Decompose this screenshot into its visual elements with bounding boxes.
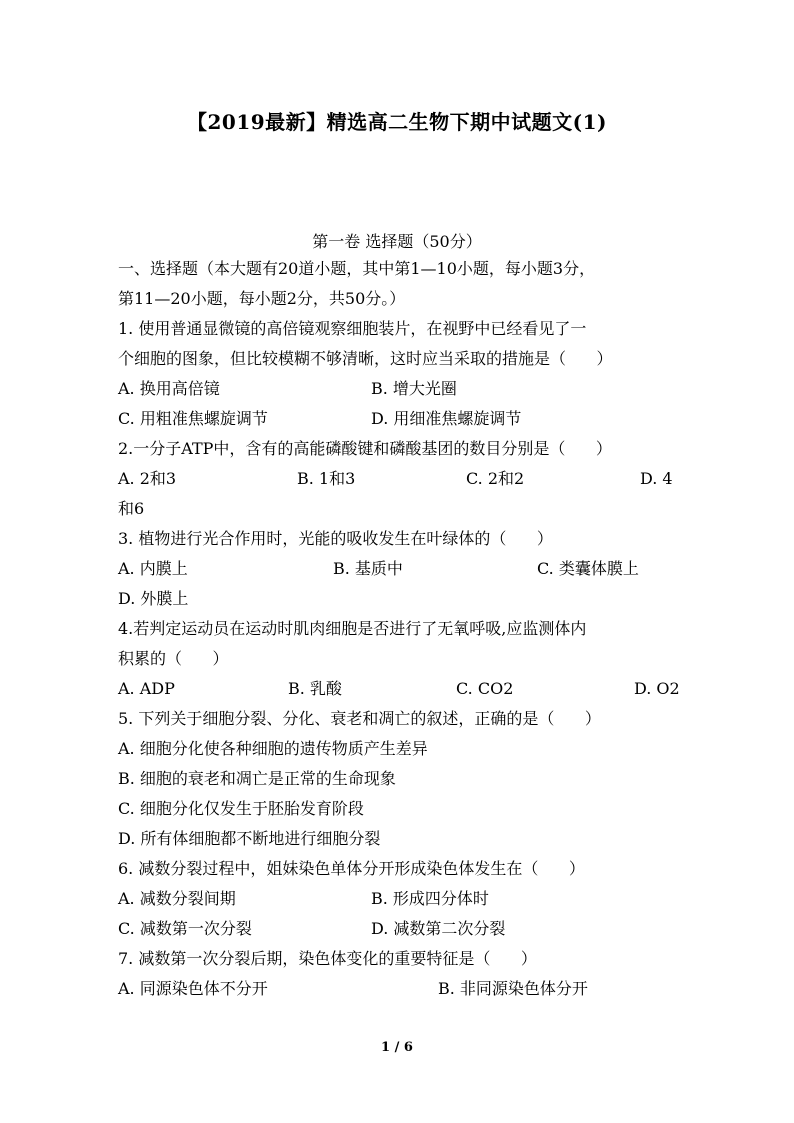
q3-option-b: B. 基质中 <box>333 559 403 578</box>
q2-option-a: A. 2和3 <box>118 469 177 488</box>
q7-option-b: B. 非同源染色体分开 <box>438 979 588 998</box>
q4-option-d: D. O2 <box>634 679 680 698</box>
document-title: 【2019最新】精选高二生物下期中试题文(1) <box>186 110 607 134</box>
part-intro-line-1: 一、选择题（本大题有20道小题，其中第1—10小题，每小题3分， <box>118 259 596 278</box>
q5-stem: 5. 下列关于细胞分裂、分化、衰老和凋亡的叙述，正确的是（ ） <box>118 709 601 728</box>
q2-option-b: B. 1和3 <box>297 469 356 488</box>
q7-stem: 7. 减数第一次分裂后期，染色体变化的重要特征是（ ） <box>118 949 537 968</box>
q3-option-c: C. 类囊体膜上 <box>537 559 639 578</box>
q5-option-a: A. 细胞分化使各种细胞的遗传物质产生差异 <box>118 739 428 758</box>
section-heading: 第一卷 选择题（50分） <box>312 232 482 251</box>
q6-option-d: D. 减数第二次分裂 <box>371 919 506 938</box>
q4-option-a: A. ADP <box>118 679 175 698</box>
q1-option-b: B. 增大光圈 <box>371 379 457 398</box>
q3-option-a: A. 内膜上 <box>118 559 188 578</box>
q1-stem-line-1: 1. 使用普通显微镜的高倍镜观察细胞装片，在视野中已经看见了一 <box>118 319 587 338</box>
q3-stem: 3. 植物进行光合作用时，光能的吸收发生在叶绿体的（ ） <box>118 529 553 548</box>
q5-option-b: B. 细胞的衰老和凋亡是正常的生命现象 <box>118 769 396 788</box>
q6-option-c: C. 减数第一次分裂 <box>118 919 252 938</box>
q6-option-a: A. 减数分裂间期 <box>118 889 236 908</box>
q2-option-d: D. 4 <box>640 469 673 488</box>
part-intro-line-2: 第11—20小题，每小题2分，共50分。） <box>118 289 406 308</box>
q4-stem-line-1: 4.若判定运动员在运动时肌肉细胞是否进行了无氧呼吸,应监测体内 <box>118 619 587 638</box>
q4-option-b: B. 乳酸 <box>288 679 342 698</box>
q4-option-c: C. CO2 <box>456 679 514 698</box>
q6-stem: 6. 减数分裂过程中，姐妹染色单体分开形成染色体发生在（ ） <box>118 859 585 878</box>
q2-option-c: C. 2和2 <box>466 469 525 488</box>
q1-option-d: D. 用细准焦螺旋调节 <box>371 409 522 428</box>
q2-option-d-continued: 和6 <box>118 499 145 518</box>
page-number: 1 / 6 <box>381 1040 413 1055</box>
q1-stem-line-2: 个细胞的图象，但比较模糊不够清晰，这时应当采取的措施是（ ） <box>118 349 613 368</box>
q2-stem: 2.一分子ATP中，含有的高能磷酸键和磷酸基团的数目分别是（ ） <box>118 439 612 458</box>
q5-option-d: D. 所有体细胞都不断地进行细胞分裂 <box>118 829 381 848</box>
q5-option-c: C. 细胞分化仅发生于胚胎发育阶段 <box>118 799 364 818</box>
q6-option-b: B. 形成四分体时 <box>371 889 489 908</box>
q1-option-c: C. 用粗准焦螺旋调节 <box>118 409 268 428</box>
q4-stem-line-2: 积累的（ ） <box>118 649 229 668</box>
q7-option-a: A. 同源染色体不分开 <box>118 979 268 998</box>
q3-option-d: D. 外膜上 <box>118 589 189 608</box>
q1-option-a: A. 换用高倍镜 <box>118 379 220 398</box>
